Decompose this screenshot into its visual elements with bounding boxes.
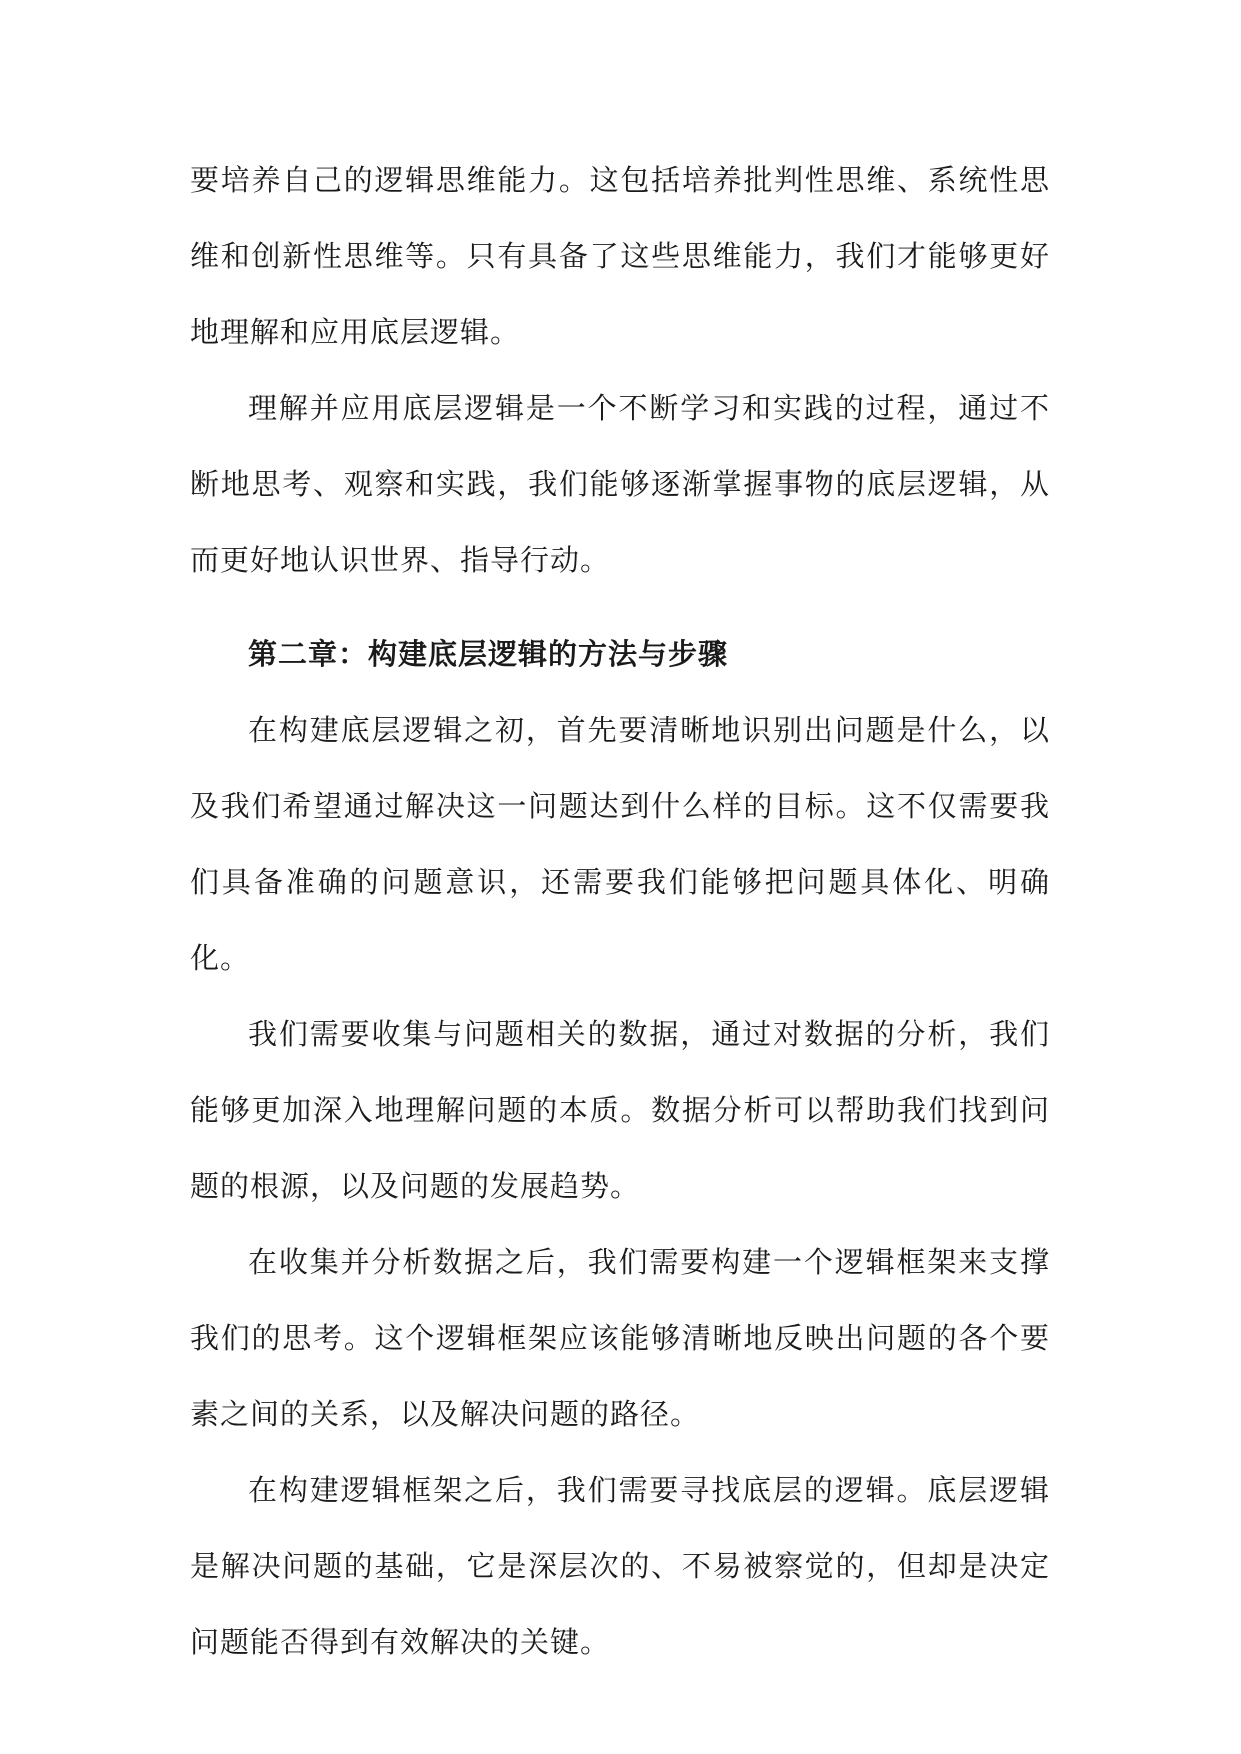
paragraph: 理解并应用底层逻辑是一个不断学习和实践的过程，通过不断地思考、观察和实践，我们能够逐渐掌握事物的底层逻辑，从而更好地认识世界、指导行动。	[190, 391, 1050, 577]
paragraph: 在构建逻辑框架之后，我们需要寻找底层的逻辑。底层逻辑是解决问题的基础，它是深层次的、不易被察觉的，但却是决定问题能否得到有效解决的关键。	[190, 1473, 1050, 1659]
paragraph-continuation: 要培养自己的逻辑思维能力。这包括培养批判性思维、系统性思维和创新性思维等。只有具备了这些思维能力，我们才能够更好地理解和应用底层逻辑。	[190, 163, 1050, 349]
paragraph: 在构建底层逻辑之初，首先要清晰地识别出问题是什么，以及我们希望通过解决这一问题达到什么样的目标。这不仅需要我们具备准确的问题意识，还需要我们能够把问题具体化、明确化。	[190, 713, 1050, 975]
paragraph: 在收集并分析数据之后，我们需要构建一个逻辑框架来支撑我们的思考。这个逻辑框架应该能够清晰地反映出问题的各个要素之间的关系，以及解决问题的路径。	[190, 1245, 1050, 1431]
chapter-heading: 第二章：构建底层逻辑的方法与步骤	[248, 637, 729, 671]
document-body	[190, 142, 1050, 1680]
paragraph: 我们需要收集与问题相关的数据，通过对数据的分析，我们能够更加深入地理解问题的本质。数据分析可以帮助我们找到问题的根源，以及问题的发展趋势。	[190, 1017, 1050, 1203]
